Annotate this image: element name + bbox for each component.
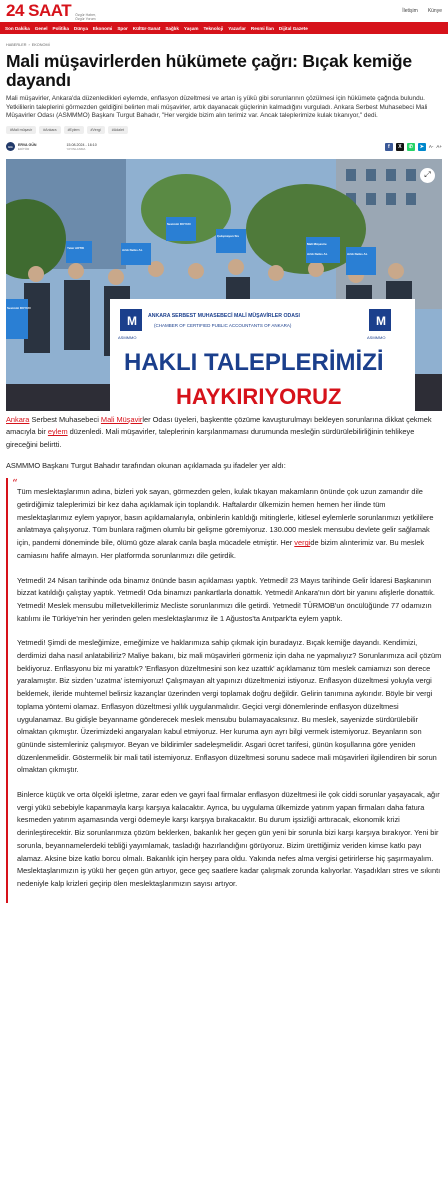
quote-paragraph: Binlerce küçük ve orta ölçekli işletme, zarar eden ve gayri faal firmalar enflasyon düzeltmesi ile çok ciddi sorunlar yaşayacak, ağır vergi yükü sebebiyle kapanmayla karşı karşıya kalacaktır. Ayrıca, bu uygulama ülkemizde yatırım yapan firmaları daha fatura kesmeden yatırım aşamasında vergi ödemeyle karşı karşıya bırakacaktır. Bu durum işsizliği arttıracak, ekonomik krizi derinleştirecektir. Biz sorunlarımıza çözüm beklerken, bakanlık her geçen gün yeni bir sorunla bizi karşı karşıya bırakıyor. Yeni bir sorunla, beyannamelerdeki tebliği yayımlamak, tasladığı hazırlandığını görüyoruz. Bizim ürettiğimiz veriden kimse katkı payı alamaz. Aksine bize katkı borcu olmalı. Bakanlık için herşey para oldu. Yakında nefes alma vergisi getirirlerse hiç şaşırmayalım. Meslektaşlarımızın iş yükü her geçen gün artıyor, gece geç saatlere kadar çalışmak zorunda kalıyorlar. Yaşadıkları stres ve sıkıntı nedeniyle kalp krizleri geçirip ölen meslektaşlarımızın sayısı artıyor. xyxy=(17,790,441,888)
author-info xyxy=(18,143,37,151)
protest-sign-text: Sesimizi DUYUN xyxy=(7,305,31,310)
nav-item-politika[interactable]: Politika xyxy=(52,25,69,31)
vergi-link[interactable]: vergi xyxy=(294,538,311,548)
svg-text:M: M xyxy=(127,313,137,328)
nav-item-son-dakika[interactable]: Son Dakika xyxy=(5,25,30,31)
article-paragraph xyxy=(6,414,442,452)
font-decrease-button[interactable]: A- xyxy=(428,144,434,149)
quote-text: de bizim alınterimiz var. Bu meslek camiasını hafife almayın. Her platformda sorunlarımızı dile getirdik. xyxy=(17,538,425,560)
breadcrumb-haberler[interactable]: HABERLER xyxy=(6,43,27,47)
protest-photo-illustration xyxy=(6,159,442,411)
paragraph-text: düzenledi. Mali müşavirler, taleplerinin karşılanmaması durumunda mesleğin sürdürülebilirliğinin tehlikeye gireceğini belirtti. xyxy=(6,427,415,449)
protest-sign-text: Artık Nefes AL xyxy=(122,247,143,252)
quote-mark-icon: “ xyxy=(12,477,18,491)
article-summary: Mali müşavirler, Ankara'da düzenledikleri eylemde, enflasyon düzeltmesi ve artan iş yükü gibi sorunlarının çözülmesi için hükümete çağrıda bulundu. Yetkililerin taleplerini görmezden geldiğini belirten mali müşavirler, artık dayanacak güçlerinin kalmadığını vurguladı. Ankara Serbest Muhasebeci Mali Müşavirler Odası (ASMMMO) Başkanı Turgut Bahadır, "Her vergide bizim alın terimiz var. Ancak taleplerimize kulak tıkanıyor," dedi. xyxy=(6,95,428,119)
protest-sign-text: Çalışmayan Sis xyxy=(217,233,240,238)
eylem-link[interactable]: eylem xyxy=(47,427,68,437)
svg-text:ASMMMO: ASMMMO xyxy=(118,334,137,340)
site-header xyxy=(0,0,448,22)
publish-date-label: YAYINLANMA xyxy=(66,146,86,151)
paragraph-text: ler Odası üyeleri, başkentte çözüme kavuşturulmayı bekleyen sorunlarına dikkat çekmek amacıyla bir xyxy=(6,414,432,437)
tag[interactable]: #Adalet xyxy=(108,126,128,134)
svg-text:HAKLI TALEPLERİMİZİ: HAKLI TALEPLERİMİZİ xyxy=(124,348,384,376)
nav-item-ekonomi[interactable]: Ekonomi xyxy=(92,25,113,31)
main-nav xyxy=(0,22,448,34)
svg-text:HAYKIRIYORUZ: HAYKIRIYORUZ xyxy=(176,383,342,409)
publish-date xyxy=(67,143,97,151)
nav-item-resmi-ilan[interactable]: Resmi İlan xyxy=(250,25,274,31)
protest-sign-text: Artık Nefes AL xyxy=(307,251,328,256)
article-photo[interactable] xyxy=(6,159,442,411)
protest-sign-text: Artık Nefes AL xyxy=(347,251,368,256)
whatsapp-icon[interactable]: ✆ xyxy=(408,143,413,150)
facebook-icon[interactable]: f xyxy=(385,143,393,151)
article-paragraph: ASMMMO Başkanı Turgut Bahadır tarafından okunan açıklamada şu ifadeler yer aldı: xyxy=(6,460,286,470)
tag-list xyxy=(6,126,442,134)
article-meta xyxy=(6,141,442,153)
font-increase-button[interactable]: A+ xyxy=(436,144,442,149)
svg-text:ASMMMO: ASMMMO xyxy=(367,334,386,340)
share-bar xyxy=(385,143,442,151)
contact-link[interactable]: İletişim xyxy=(402,8,418,14)
ankara-link[interactable]: Ankara xyxy=(6,414,30,424)
nav-item-teknoloji[interactable]: Teknoloji xyxy=(203,25,224,31)
x-icon[interactable]: X xyxy=(396,143,404,151)
nav-item-dijital-gazete[interactable]: Dijital Gazete xyxy=(278,25,308,31)
logo-slogan: Özgür Haber, Özgür Yorum xyxy=(75,13,96,21)
tag[interactable]: #Eylem xyxy=(64,126,84,134)
quote-paragraph xyxy=(17,486,442,562)
tag[interactable]: #Mali müşavir xyxy=(6,126,36,134)
site-logo[interactable] xyxy=(6,1,105,21)
mali-musavir-link[interactable]: Mali Müşavir xyxy=(100,414,143,424)
protest-sign-text: Yeter ARTIK xyxy=(67,245,85,250)
nav-item-saglik[interactable]: Sağlık xyxy=(165,25,179,31)
tag[interactable]: #Ankara xyxy=(39,126,60,134)
nav-item-kultur-sanat[interactable]: Kültür-Sanat xyxy=(132,25,161,31)
nav-item-dunya[interactable]: Dünya xyxy=(73,25,88,31)
blockquote xyxy=(6,477,442,902)
logo-text: 24 SAAT xyxy=(6,1,72,20)
publish-date-value: 15.08.2024 - 16:10 xyxy=(66,142,97,147)
article-title: Mali müşavirlerden hükümete çağrı: Bıçak kemiğe dayandı xyxy=(6,51,412,90)
tag[interactable]: #Vergi xyxy=(87,126,105,134)
quote-body xyxy=(12,477,442,902)
expand-icon[interactable]: ⤢ xyxy=(420,168,435,183)
quote-paragraph: Yetmedi! Şimdi de mesleğimize, emeğimize ve haklarımıza sahip çıkmak için buradayız. Bıçak kemiğe dayandı. Kendimizi, derdimizi daha nasıl anlatabiliriz? Maliye bakanı, biz mali müşavirleri görmeniz için daha ne yapmalıyız? Sorunlarımıza acil çözüm bekliyoruz. Enflasyonu biz mi yarattık? 'Enflasyon düzeltmesini son kez uzattık' açıklamanız tüm meslek camiamızı son derece yaralamıştır. Biz sizden 'uzatma' istemiyoruz! Çalışmayan alt yapınızı düzeltmenizi istiyoruz. Enflasyon düzeltmesi yoluyla vergi beklemek, ileride muhtemel belirsiz kazançlar üzerinden vergi toplamak doğru değildir. Gelirin tanımına aykırıdır. Böyle bir vergi toplama yöntemi olamaz. Enflasyon düzeltmesi yıllık uygulanmalıdır. Geçici vergi dönemlerinde enflasyon düzeltmesi uygulanamaz. Bu gidişle beyanname gönderecek meslek mensubu bulamayacaksınız. Bu meslek, sayenizde sürdürülebilir olmaktan çıkmıştır. Üzerimizdeki angaryaları kabul etmiyoruz. Her kuruma ayrı ayrı bilgi vermek istemiyoruz. Beyanların son gününde sistemleriniz çalışmıyor. Beyan ve bildirimler sadeleşmelidir. Asgari ücret tarifesi, günün koşullarına göre yeniden düzenlenmelidir. Göstermelik bir mali tatil istemiyoruz. Enflasyon düzeltmesi sorunu sadece mali müşavirleri ilgilendiren bir sorun olmaktan çıkmıştır. xyxy=(17,638,442,775)
svg-text:(CHAMBER OF CERTIFIED PUBLIC A: (CHAMBER OF CERTIFIED PUBLIC ACCOUNTANTS OF ANKARA) xyxy=(154,322,292,328)
protest-sign-text: Sesimizi DUYUN xyxy=(167,221,191,226)
nav-item-yazarlar[interactable]: Yazarlar xyxy=(228,25,246,31)
quote-text: Tüm meslektaşlarımın adına, bizleri yok sayan, görmezden gelen, kulak tıkayan makamların önünde çok uzun zamandır dile getirdiğimiz taleplerimizi bir kez daha açıklamak için toplandık. Haftalardır ülkemizin hemen hemen her ilinde tüm meslektaşlarımız eylem yapıyor, basın açıklamalarıyla, onbinlerin katıldığı mitinglerle, kitlesel eylemlerle sorunlarımızı yetkililere anlatmaya çalışıyoruz. Tüm bunlara rağmen olumlu bir gelişme göremiyoruz. 130.000 meslek mensubu devlete gelir sağlamak için, pandemi döneminde bile, ölümü göze alarak canla başla mücadele etmiştir. Her xyxy=(17,487,434,548)
breadcrumb-ekonomi[interactable]: EKONOMİ xyxy=(31,43,50,47)
imprint-link[interactable]: Künye xyxy=(427,8,442,14)
author-avatar[interactable]: EG xyxy=(6,142,15,151)
quote-paragraph: Yetmedi! 24 Nisan tarihinde oda binamız önünde basın açıklaması yaptık. Yetmedi! 23 Mayıs tarihinde Gelir İdaresi Başkanının bizzat katıldığı çalıştay yaptık. Yetmedi! Oda binamızı pankartlarla donattık. Yetmedi! Ankara'nın dört bir yanını afişlerle donattık. Yetmedi! Meslek mensubu milletvekillerimiz Mecliste sorunlarımızı dile getirdi. Yetmedi! TÜRMOB'un öncülüğünde 77 odamızın katılımı ile Türkiye'nin her yerinden gelen meslektaşlarımız ile 1 Ağustos'ta Anıtpark'ta eylem yaptık. xyxy=(17,575,435,623)
top-links xyxy=(402,8,442,14)
author-role: EDİTÖR xyxy=(18,146,30,151)
telegram-icon[interactable]: ➤ xyxy=(419,143,424,150)
protest-sign-text: Mali Müşavire xyxy=(307,241,327,246)
svg-text:M: M xyxy=(376,313,386,328)
author-name[interactable]: ERVA GÜN xyxy=(18,142,37,147)
nav-item-genel[interactable]: Genel xyxy=(34,25,48,31)
breadcrumb-separator: › xyxy=(28,43,30,47)
nav-item-yasam[interactable]: Yaşam xyxy=(183,25,199,31)
nav-item-spor[interactable]: Spor xyxy=(117,25,128,31)
svg-text:ANKARA SERBEST MUHASEBECİ MALİ: ANKARA SERBEST MUHASEBECİ MALİ MÜŞAVİRLER ODASI xyxy=(148,312,300,319)
paragraph-text: Serbest Muhasebeci xyxy=(29,414,101,424)
quote-bar xyxy=(6,478,8,902)
breadcrumb xyxy=(6,43,442,47)
